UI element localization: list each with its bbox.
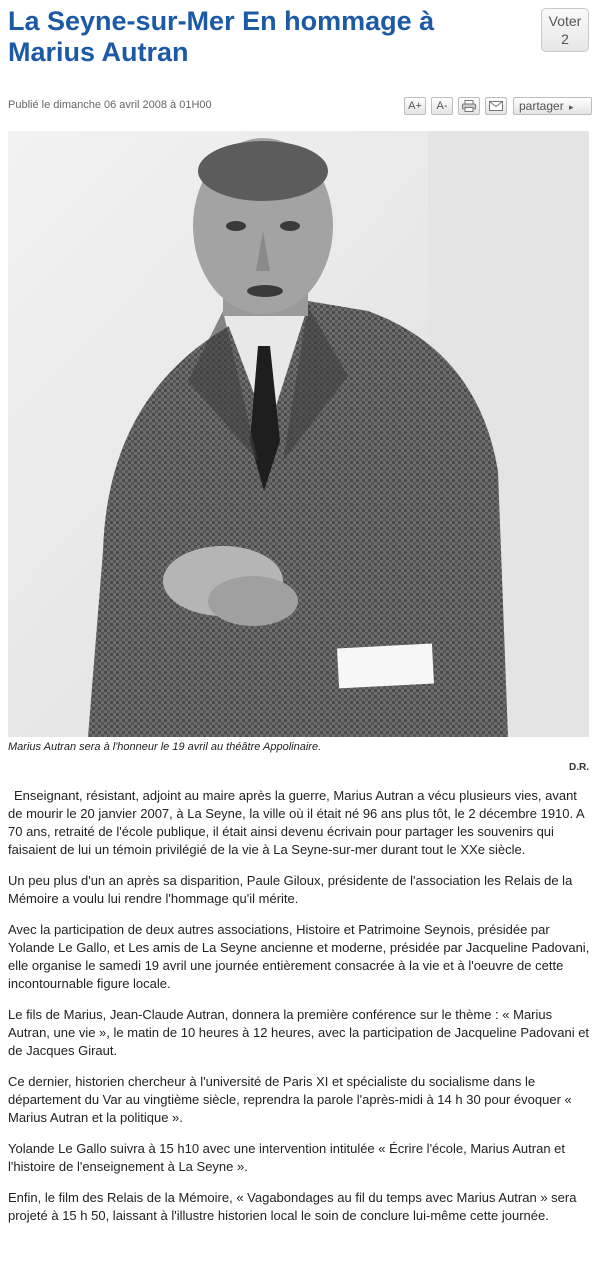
print-button[interactable] <box>458 97 480 115</box>
paragraph: Le fils de Marius, Jean-Claude Autran, donnera la première conférence sur le thème : « Marius Autran, une vie », le matin de 10 heures à 12 heures, avec la participation de Jacqueline Padovani et de Jacques Giraut. <box>8 1007 590 1058</box>
portrait-photo <box>8 131 589 737</box>
vote-count: 2 <box>561 31 569 47</box>
paragraph: Un peu plus d'un an après sa disparition, Paule Giloux, présidente de l'association les Relais de la Mémoire a voulu lui rendre l'hommage qu'il mérite. <box>8 873 573 906</box>
article-body <box>8 787 592 1238</box>
photo-credit: D.R. <box>569 762 589 773</box>
paragraph: Yolande Le Gallo suivra à 15 h10 avec une intervention intitulée « Écrire l'école, Marius Autran et l'histoire de l'enseignement à La Seyne ». <box>8 1141 566 1174</box>
paragraph: Enfin, le film des Relais de la Mémoire, « Vagabondages au fil du temps avec Marius Autran » sera projeté à 15 h 50, laissant à l'illustre historien local le soin de conclure lui-même cette journée. <box>8 1190 577 1223</box>
photo-caption: Marius Autran sera à l'honneur le 19 avril au théâtre Appolinaire. <box>8 741 322 753</box>
font-increase-label: A+ <box>408 100 422 112</box>
paragraph: Enseignant, résistant, adjoint au maire après la guerre, Marius Autran a vécu plusieurs vies, avant de mourir le 20 janvier 2007, à La Seyne, la ville où il était né 96 ans plus tôt, le 2 décembre 1910. A 70 ans, retraité de l'école publique, il était ainsi devenu écrivain pour partager les souvenirs qui faisaient de lui un témoin privilégié de la vie à La Seyne-sur-mer durant tout le XXe siècle. <box>8 788 584 857</box>
article-meta-bar <box>8 97 592 117</box>
vote-label: Voter <box>548 13 582 29</box>
font-decrease-label: A- <box>436 100 448 112</box>
publication-date: Publié le dimanche 06 avril 2008 à 01H00 <box>8 99 212 111</box>
share-button[interactable] <box>513 97 592 115</box>
email-button[interactable] <box>485 97 507 115</box>
paragraph: Ce dernier, historien chercheur à l'université de Paris XI et spécialiste du socialisme dans le département du Var au vingtième siècle, reprendra la parole l'après-midi à 14 h 30 pour évoquer « Marius Autran et la politique ». <box>8 1074 572 1125</box>
printer-icon <box>462 100 476 112</box>
font-decrease-button[interactable] <box>431 97 453 115</box>
article-title: La Seyne-sur-Mer En hommage à Marius Autran <box>8 6 435 67</box>
paragraph: Avec la participation de deux autres associations, Histoire et Patrimoine Seynois, présidée par Yolande Le Gallo, et Les amis de La Seyne ancienne et moderne, présidée par Jacqueline Padovani, elle organise le samedi 19 avril une journée entièrement consacrée à la vie et à l'oeuvre de cette incontournable figure locale. <box>8 922 590 991</box>
envelope-icon <box>489 101 503 111</box>
vote-button[interactable] <box>541 8 589 52</box>
chevron-right-icon: ▸ <box>569 102 574 112</box>
font-increase-button[interactable] <box>404 97 426 115</box>
article-photo <box>8 131 589 737</box>
share-label: partager <box>519 99 564 113</box>
